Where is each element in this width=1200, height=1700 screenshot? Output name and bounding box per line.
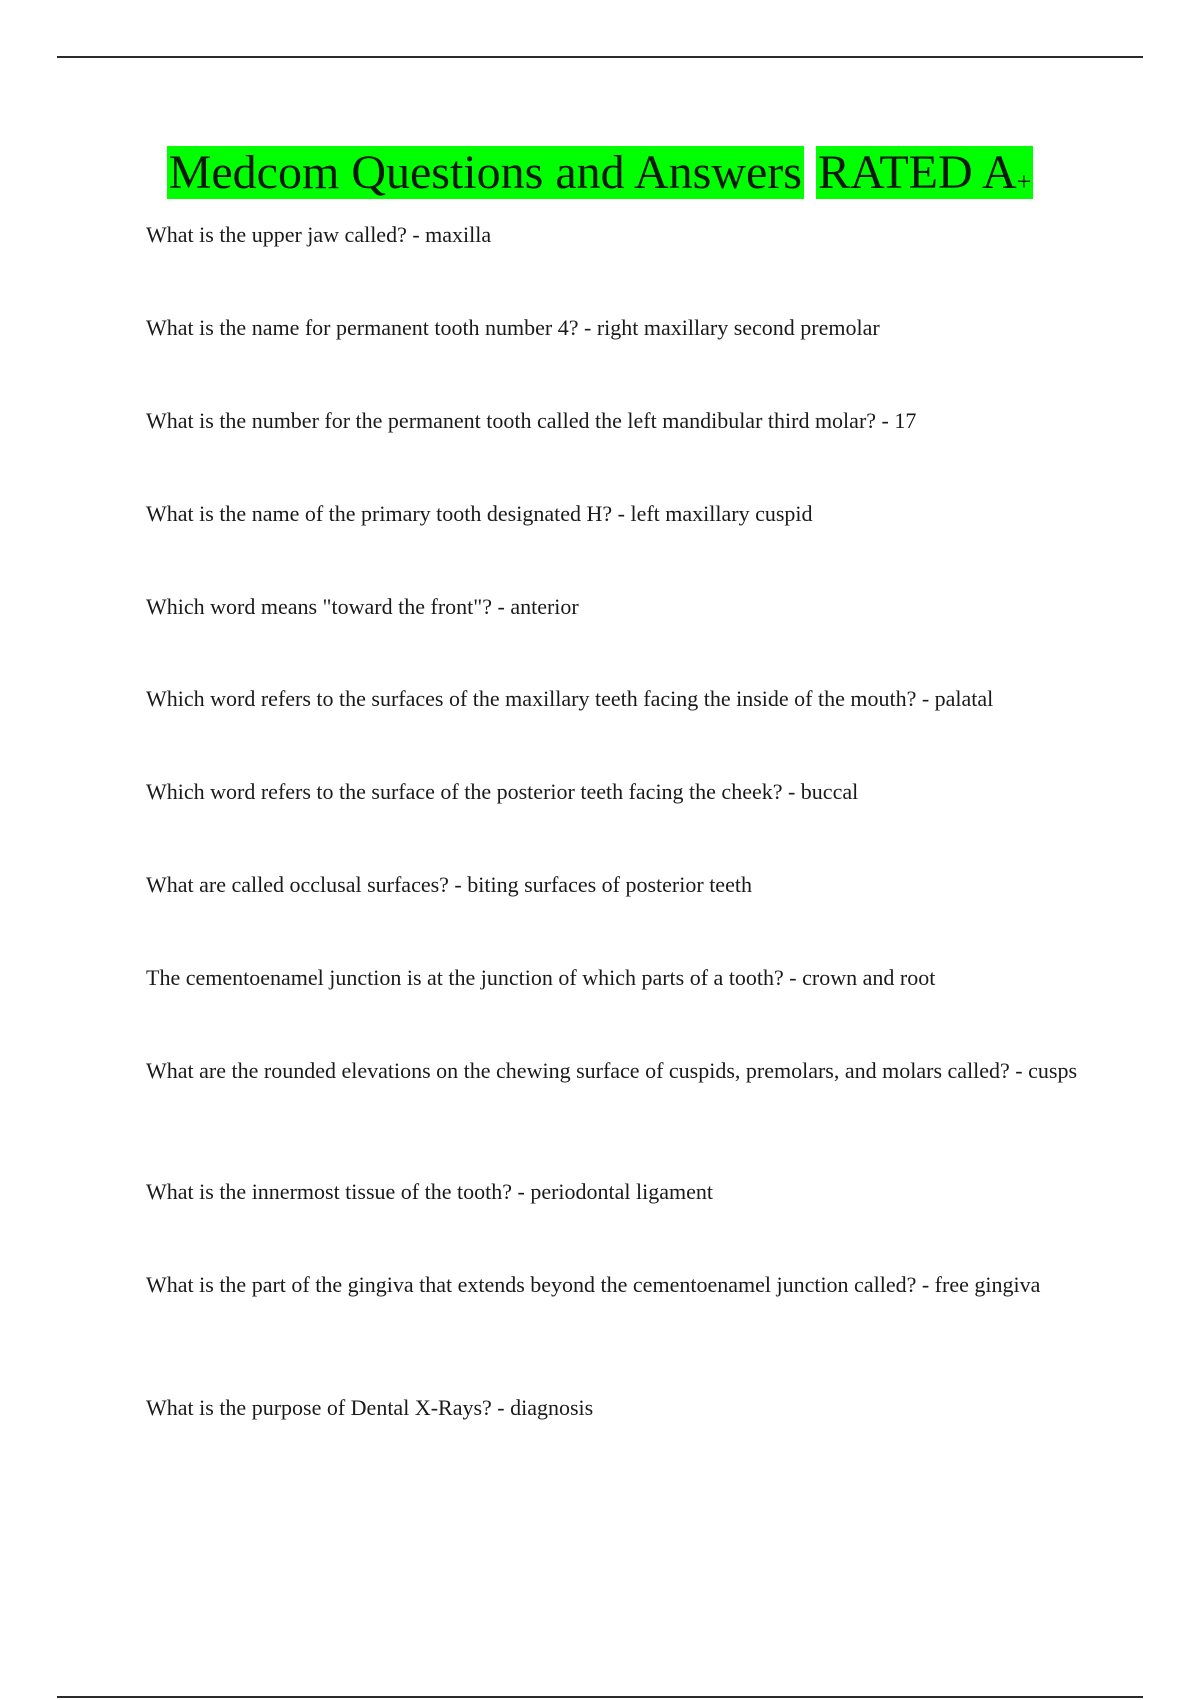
qa-item-5: Which word means "toward the front"? - anterior — [146, 594, 579, 619]
qa-item-12: What is the part of the gingiva that extends beyond the cementoenamel junction called? - free gingiva — [146, 1272, 1041, 1297]
title-highlight-2 — [816, 146, 1033, 199]
bottom-rule — [57, 1696, 1143, 1698]
document-title — [0, 144, 1200, 211]
qa-item-2: What is the name for permanent tooth number 4? - right maxillary second premolar — [146, 315, 880, 340]
qa-item-13: What is the purpose of Dental X-Rays? - diagnosis — [146, 1395, 594, 1420]
qa-item-9: The cementoenamel junction is at the junction of which parts of a tooth? - crown and root — [146, 965, 936, 990]
title-rating: RATED A — [817, 146, 1017, 199]
title-rating-plus: + — [1016, 167, 1032, 196]
qa-item-8: What are called occlusal surfaces? - biting surfaces of posterior teeth — [146, 872, 752, 897]
qa-item-4: What is the name of the primary tooth designated H? - left maxillary cuspid — [146, 501, 813, 526]
qa-item-6: Which word refers to the surfaces of the maxillary teeth facing the inside of the mouth? - palatal — [146, 686, 994, 711]
qa-item-11: What is the innermost tissue of the tooth? - periodontal ligament — [146, 1179, 713, 1204]
top-rule — [57, 56, 1143, 58]
qa-item-7: Which word refers to the surface of the posterior teeth facing the cheek? - buccal — [146, 779, 859, 804]
title-highlight-1: Medcom Questions and Answers — [168, 146, 802, 199]
qa-item-10: What are the rounded elevations on the chewing surface of cuspids, premolars, and molars called? - cusps — [146, 1058, 1078, 1083]
qa-item-1: What is the upper jaw called? - maxilla — [146, 222, 492, 247]
qa-item-3: What is the number for the permanent tooth called the left mandibular third molar? - 17 — [146, 408, 917, 433]
